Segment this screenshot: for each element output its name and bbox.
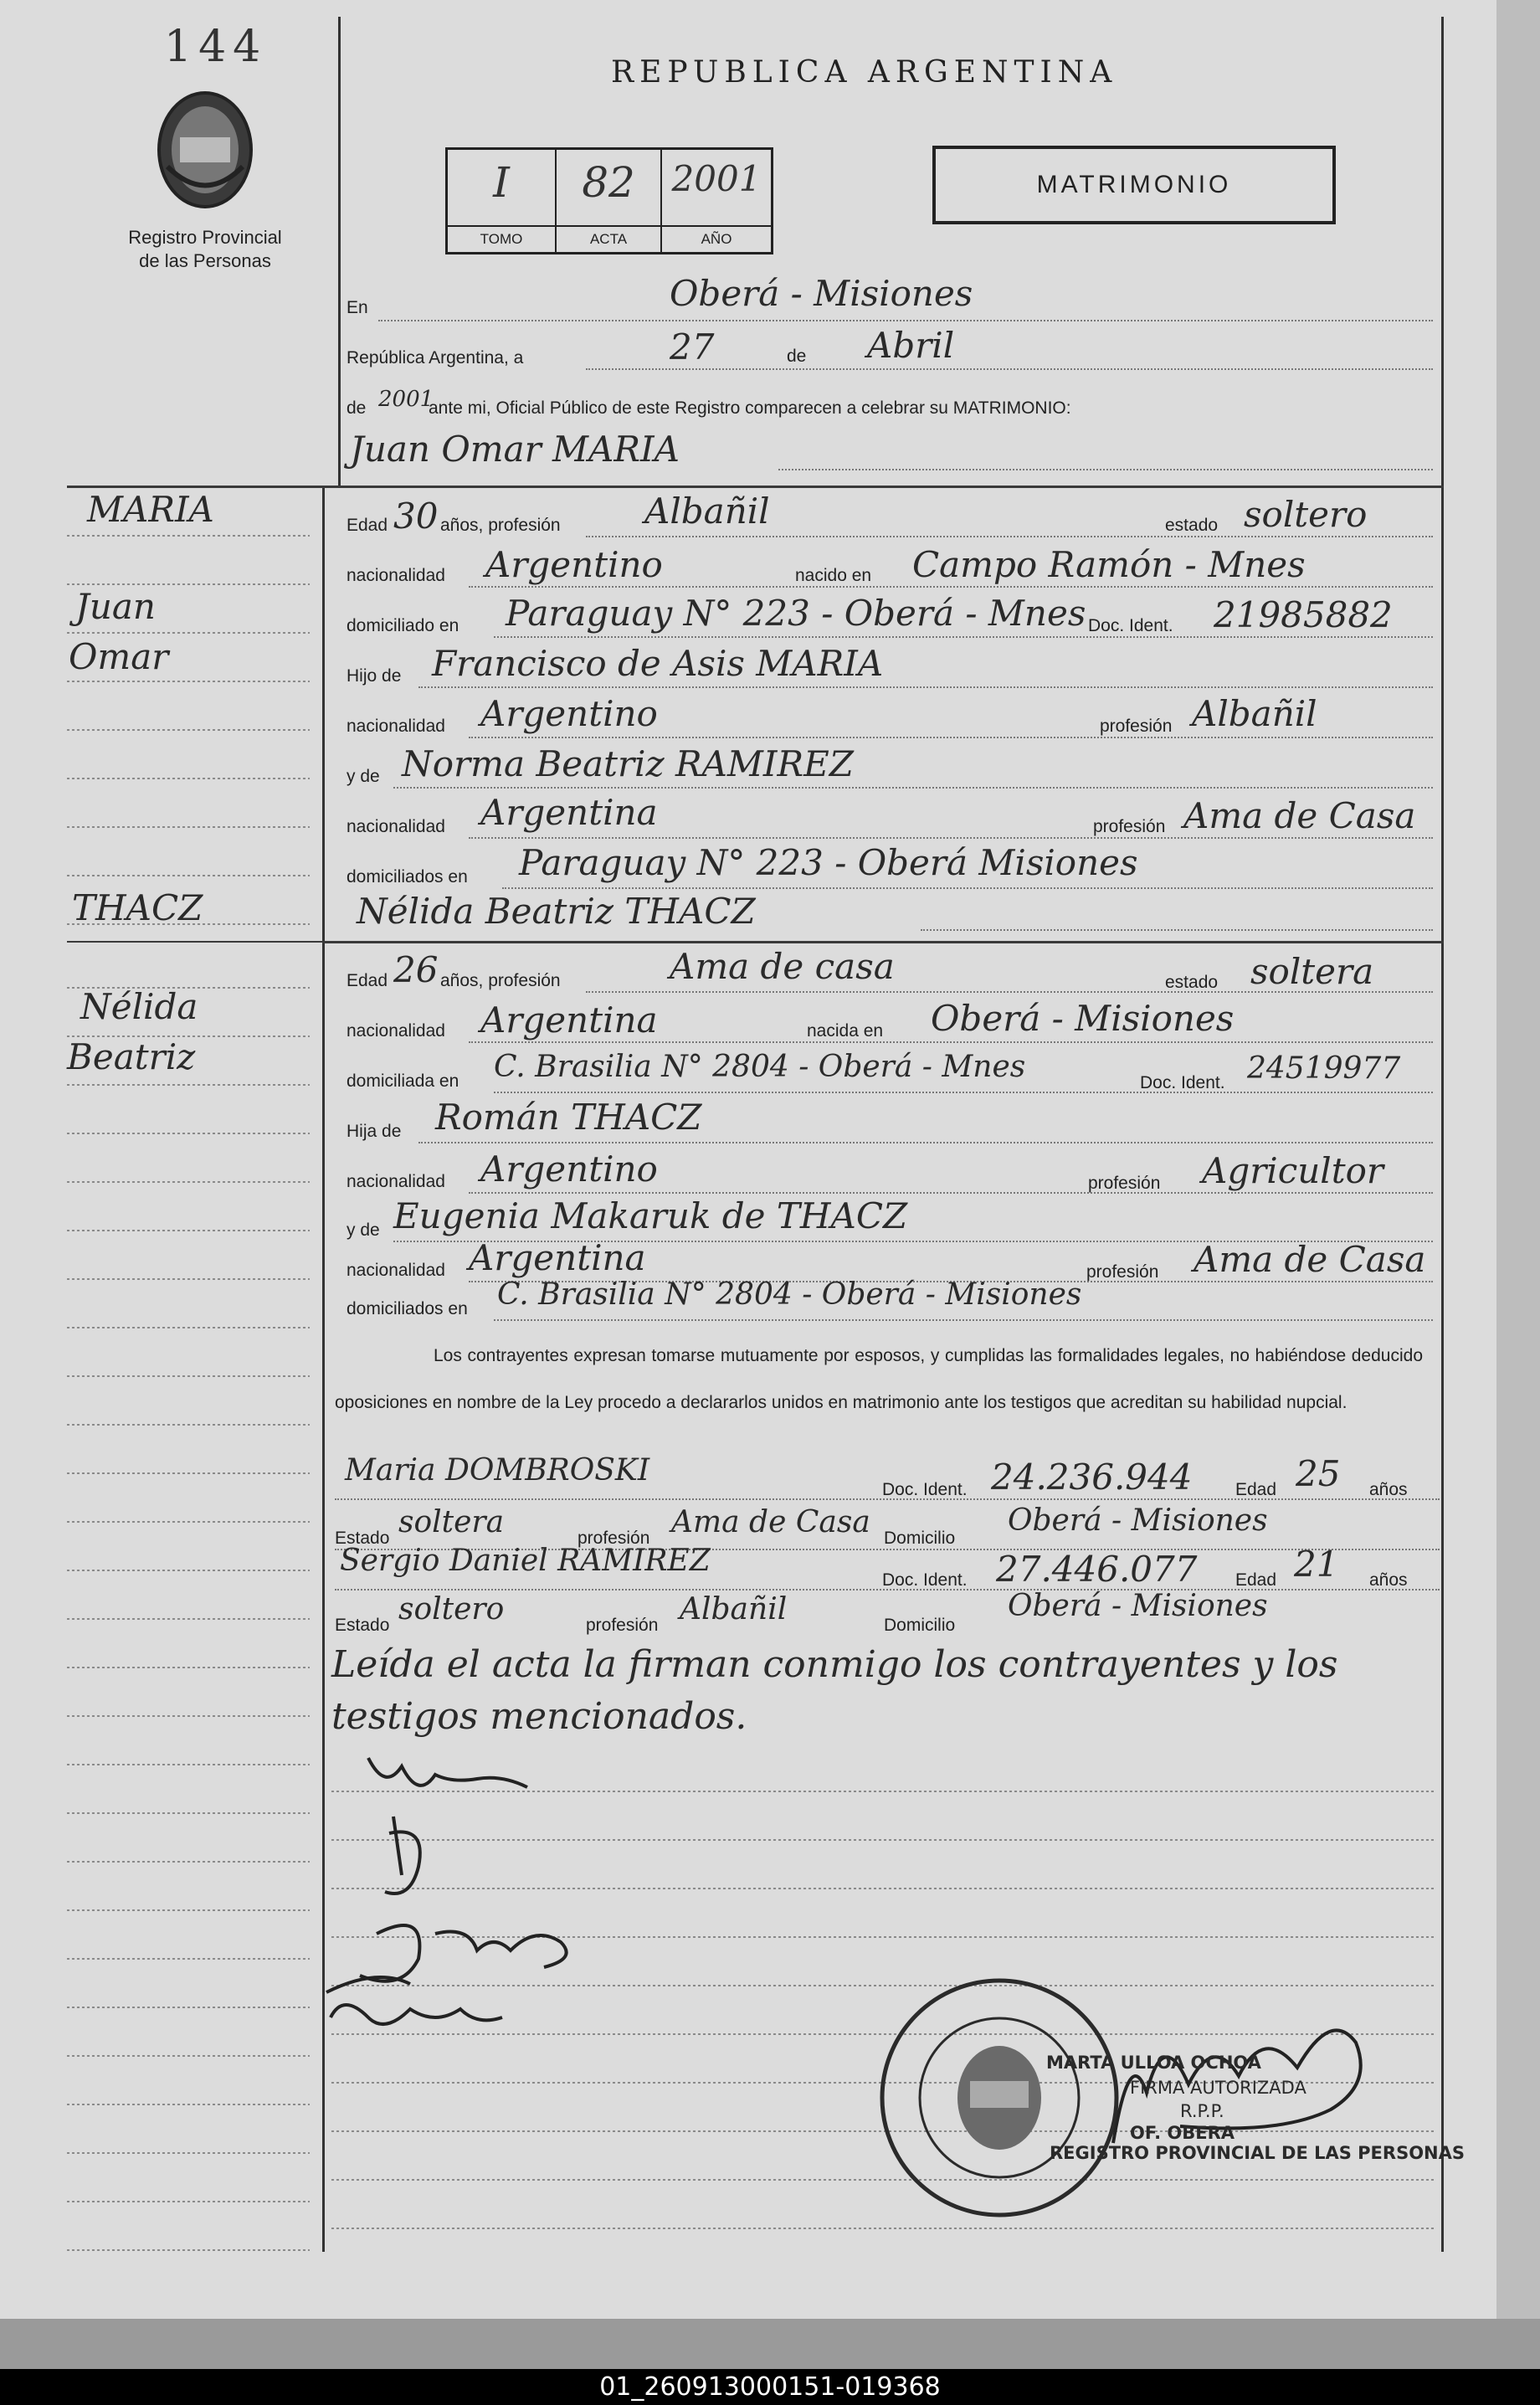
de-label: de <box>787 347 807 366</box>
place-value: Oberá - Misiones <box>670 273 973 314</box>
witness2-anos-label: años <box>1369 1570 1408 1590</box>
stamp-official-name: MARTA ULLOA OCHOA <box>1046 2053 1261 2073</box>
bride-domiciliados-label: domiciliados en <box>346 1299 468 1318</box>
record-number-box <box>445 147 773 254</box>
groom-estado-label: estado <box>1165 516 1219 535</box>
closing-text: Leída el acta la firman conmigo los contrayentes y los testigos mencionados. <box>331 1643 1338 1738</box>
groom-domiciliado-label: domiciliado en <box>346 616 459 635</box>
witness1-name: Maria DOMBROSKI <box>345 1453 650 1488</box>
contracting-party-signatures <box>310 1741 644 2059</box>
groom-mother-profession: Ama de Casa <box>1183 795 1416 836</box>
bride-age: 26 <box>393 949 439 990</box>
witness1-doc: 24.236.944 <box>991 1457 1193 1498</box>
tomo-value: I <box>493 158 510 207</box>
witness2-edad-label: Edad <box>1235 1570 1277 1590</box>
bride-father-nat-label: nacionalidad <box>346 1172 445 1191</box>
acta-value: 82 <box>582 158 635 207</box>
groom-nacionalidad-label: nacionalidad <box>346 566 445 585</box>
tomo-cell <box>448 150 555 252</box>
page-number: 144 <box>164 22 268 72</box>
margin-groom-firstname-2: Omar <box>69 636 169 677</box>
bride-doc-label: Doc. Ident. <box>1140 1073 1225 1092</box>
groom-anos-profesion-label: años, profesión <box>440 516 561 535</box>
anio-cell <box>662 150 771 252</box>
groom-yde-label: y de <box>346 767 380 786</box>
acta-cell <box>557 150 660 252</box>
year-prefix: de <box>346 398 367 418</box>
witness2-estado: soltero <box>398 1592 505 1626</box>
bride-father: Román THACZ <box>435 1097 702 1138</box>
bride-address: C. Brasilia N° 2804 - Oberá - Mnes <box>494 1050 1026 1084</box>
margin-bride-firstname-2: Beatriz <box>67 1036 196 1077</box>
groom-birthplace: Campo Ramón - Mnes <box>912 544 1306 585</box>
groom-profession: Albañil <box>644 491 770 532</box>
registry-name: Registro Provincial de las Personas <box>128 227 282 271</box>
witness2-domicilio-label: Domicilio <box>884 1616 956 1635</box>
witness1-anos-label: años <box>1369 1480 1408 1499</box>
en-label: En <box>346 298 368 317</box>
day-value: 27 <box>670 326 715 367</box>
page-edge <box>1496 0 1540 2336</box>
month-value: Abril <box>867 325 955 366</box>
groom-father: Francisco de Asis MARIA <box>432 643 884 684</box>
groom-divider <box>67 486 1444 488</box>
groom-address: Paraguay N° 223 - Oberá - Mnes <box>506 593 1086 634</box>
bride-doc: 24519977 <box>1247 1051 1401 1086</box>
bride-domiciliada-label: domiciliada en <box>346 1071 459 1091</box>
stamp-title: FIRMA AUTORIZADA <box>1130 2078 1306 2098</box>
bride-mother-nationality: Argentina <box>469 1237 646 1278</box>
bride-civil-state: soltera <box>1250 951 1374 992</box>
bride-hija-label: Hija de <box>346 1122 402 1141</box>
anio-value: 2001 <box>671 158 762 199</box>
witness1-edad-label: Edad <box>1235 1480 1277 1499</box>
bride-yde-label: y de <box>346 1220 380 1240</box>
bride-father-prof-label: profesión <box>1088 1174 1161 1193</box>
bride-nationality: Argentina <box>480 1000 658 1041</box>
margin-bride-firstname-1: Nélida <box>80 986 198 1027</box>
groom-hijo-label: Hijo de <box>346 666 402 686</box>
provincial-coat-of-arms <box>151 87 259 213</box>
witness1-age: 25 <box>1296 1453 1341 1494</box>
witness2-doc-label: Doc. Ident. <box>882 1570 968 1590</box>
groom-father-profession: Albañil <box>1192 693 1317 734</box>
bride-nacida-label: nacida en <box>807 1021 884 1041</box>
groom-nacido-label: nacido en <box>795 566 872 585</box>
tomo-label: TOMO <box>448 225 555 252</box>
witness1-estado: soltera <box>398 1505 505 1539</box>
witness1-profesion-label: profesión <box>578 1529 650 1548</box>
groom-domiciliados-label: domiciliados en <box>346 867 468 886</box>
year-value: 2001 <box>378 387 434 412</box>
statement-text: ante mi, Oficial Público de este Registro comparecen a celebrar su MATRIMONIO: <box>429 398 1071 418</box>
groom-father-prof-label: profesión <box>1100 717 1173 736</box>
bride-divider <box>322 941 1444 943</box>
witness1-profession: Ama de Casa <box>671 1505 870 1539</box>
margin-ruled-lines <box>59 502 318 2260</box>
groom-mother: Norma Beatriz RAMIREZ <box>402 743 854 784</box>
witness2-name: Sergio Daniel RAMIREZ <box>340 1544 711 1578</box>
witness2-age: 21 <box>1294 1544 1339 1585</box>
republic-label: República Argentina, a <box>346 348 524 367</box>
groom-father-nationality: Argentino <box>480 693 658 734</box>
witness2-profession: Albañil <box>680 1592 788 1626</box>
bride-mother-nat-label: nacionalidad <box>346 1261 445 1280</box>
registry-seal <box>874 1972 1125 2223</box>
bride-mother: Eugenia Makaruk de THACZ <box>393 1195 908 1236</box>
scan-footer-id: 01_260913000151-019368 <box>0 2369 1540 2405</box>
acta-label: ACTA <box>557 225 660 252</box>
witness2-domicile: Oberá - Misiones <box>1008 1589 1268 1623</box>
witness1-domicile: Oberá - Misiones <box>1008 1503 1268 1538</box>
groom-age: 30 <box>393 496 439 537</box>
seal-text: REGISTRO PROVINCIAL DE LAS PERSONAS <box>1050 2143 1466 2163</box>
bride-nacionalidad-label: nacionalidad <box>346 1021 445 1041</box>
margin-groom-firstname-1: Juan <box>75 586 156 627</box>
witness1-estado-label: Estado <box>335 1529 390 1548</box>
country-title: REPUBLICA ARGENTINA <box>611 55 1118 90</box>
bride-edad-label: Edad <box>346 971 388 990</box>
groom-doc: 21985882 <box>1214 594 1393 635</box>
left-frame-line <box>338 17 341 486</box>
bride-profession: Ama de casa <box>670 946 895 987</box>
anio-label: AÑO <box>662 225 771 252</box>
groom-mother-nat-label: nacionalidad <box>346 817 445 836</box>
bride-anos-profesion-label: años, profesión <box>440 971 561 990</box>
witness2-profesion-label: profesión <box>586 1616 659 1635</box>
bride-father-nationality: Argentino <box>480 1149 658 1190</box>
bride-mother-prof-label: profesión <box>1086 1262 1159 1282</box>
witness2-estado-label: Estado <box>335 1616 390 1635</box>
witness1-doc-label: Doc. Ident. <box>882 1480 968 1499</box>
record-type: MATRIMONIO <box>932 146 1336 224</box>
page-shadow <box>0 2319 1540 2369</box>
bride-mother-profession: Ama de Casa <box>1194 1239 1426 1280</box>
margin-groom-surname: MARIA <box>87 489 214 530</box>
declaration-text: Los contrayentes expresan tomarse mutuamente por esposos, y cumplidas las formalidades legales, no habiéndose deducido oposiciones en nombre de la Ley procedo a declararlos unidos en matrimonio ante los testigos que acreditan su habilidad nupcial. <box>335 1346 1423 1412</box>
groom-father-nat-label: nacionalidad <box>346 717 445 736</box>
groom-mother-prof-label: profesión <box>1093 817 1166 836</box>
stamp-org: R.P.P. <box>1180 2101 1224 2121</box>
margin-bride-surname: THACZ <box>72 887 203 928</box>
groom-nationality: Argentino <box>485 544 663 585</box>
groom-mother-nationality: Argentina <box>480 792 658 833</box>
witness2-doc: 27.446.077 <box>996 1549 1198 1590</box>
groom-name: Juan Omar MARIA <box>350 429 680 470</box>
bride-name: Nélida Beatriz THACZ <box>357 891 756 932</box>
stamp-office: OF. OBERA <box>1130 2123 1235 2143</box>
witness1-domicilio-label: Domicilio <box>884 1529 956 1548</box>
bride-estado-label: estado <box>1165 973 1219 992</box>
bride-father-profession: Agricultor <box>1202 1150 1383 1191</box>
groom-doc-label: Doc. Ident. <box>1088 616 1173 635</box>
groom-parents-address: Paraguay N° 223 - Oberá Misiones <box>519 842 1138 883</box>
groom-civil-state: soltero <box>1244 494 1368 535</box>
bride-parents-address: C. Brasilia N° 2804 - Oberá - Misiones <box>497 1277 1082 1312</box>
groom-edad-label: Edad <box>346 516 388 535</box>
bride-birthplace: Oberá - Misiones <box>931 998 1235 1039</box>
